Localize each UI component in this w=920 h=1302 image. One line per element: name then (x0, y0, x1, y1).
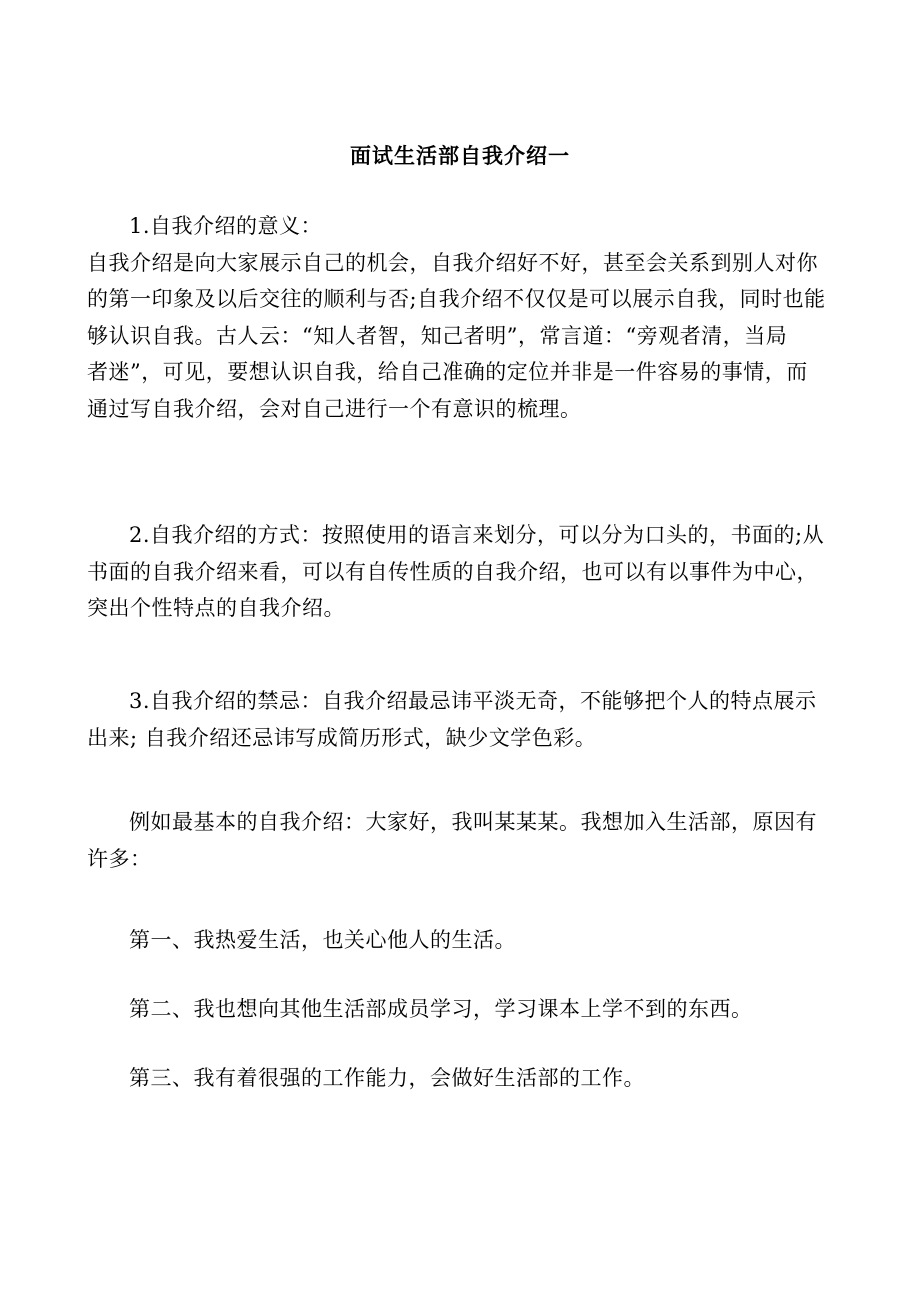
paragraph-line: 3.自我介绍的禁忌：自我介绍最忌讳平淡无奇，不能够把个人的特点展示 (129, 689, 817, 713)
paragraph-taboos (87, 683, 837, 756)
paragraph-line: 的第一印象及以后交往的顺利与否;自我介绍不仅仅是可以展示自我，同时也能 (87, 287, 826, 311)
paragraph-methods (87, 517, 837, 627)
paragraph-line: 1.自我介绍的意义： (129, 214, 323, 238)
paragraph-line: 许多： (87, 846, 152, 871)
paragraph-line: 出来; 自我介绍还忌讳写成简历形式，缺少文学色彩。 (87, 725, 597, 750)
paragraph-example (87, 804, 837, 877)
page-title: 面试生活部自我介绍一 (350, 144, 570, 168)
paragraph-line: 通过写自我介绍，会对自己进行一个有意识的梳理。 (87, 396, 582, 421)
paragraph-line: 自我介绍是向大家展示自己的机会，自我介绍好不好，甚至会关系到别人对你 (87, 250, 818, 275)
paragraph-line: 第二、我也想向其他生活部成员学习，学习课本上学不到的东西。 (129, 997, 753, 1021)
paragraph-reason-2 (87, 991, 837, 1028)
paragraph-line: 够认识自我。古人云：“知人者智，知己者明”，常言道：“旁观者清，当局 (87, 323, 788, 348)
paragraph-reason-3 (87, 1060, 837, 1097)
paragraph-meaning (87, 208, 837, 427)
paragraph-line: 第一、我热爱生活，也关心他人的生活。 (129, 928, 516, 952)
paragraph-line: 2.自我介绍的方式：按照使用的语言来划分，可以分为口头的，书面的;从 (129, 523, 825, 547)
paragraph-line: 书面的自我介绍来看，可以有自传性质的自我介绍，也可以有以事件为中心， (87, 559, 818, 584)
paragraph-reason-1 (87, 922, 837, 959)
paragraph-line: 例如最基本的自我介绍：大家好，我叫某某某。我想加入生活部，原因有 (129, 810, 817, 834)
paragraph-line: 者迷”，可见，要想认识自我，给自己准确的定位并非是一件容易的事情，而 (87, 360, 808, 384)
paragraph-line: 突出个性特点的自我介绍。 (87, 596, 345, 620)
paragraph-line: 第三、我有着很强的工作能力，会做好生活部的工作。 (129, 1066, 645, 1090)
